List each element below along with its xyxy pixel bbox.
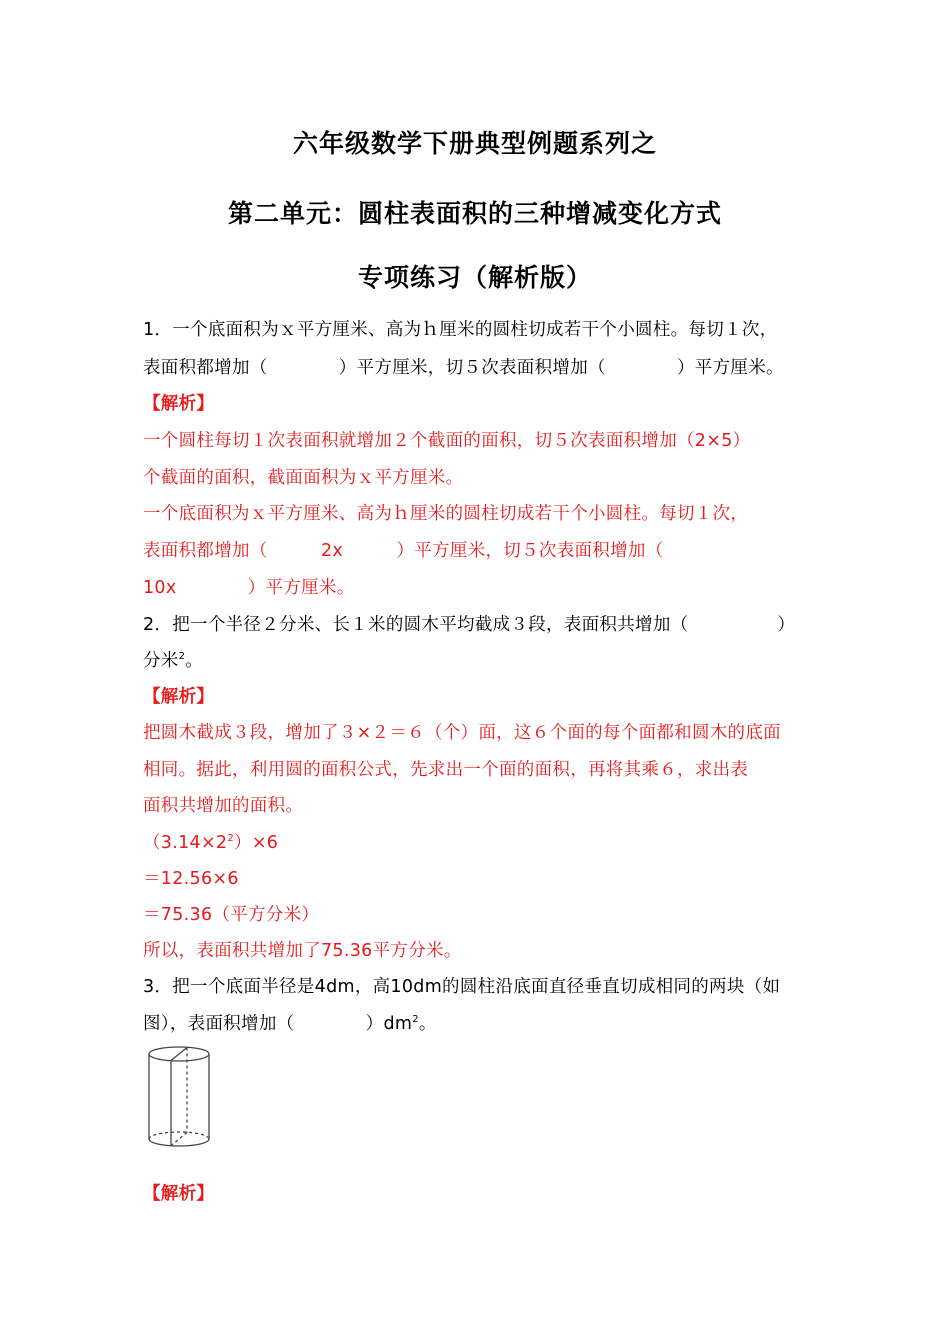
cylinder-cut-diagram [143, 1043, 215, 1151]
q2-explanation-line-3: 面积共增加的面积。 [143, 796, 304, 816]
q2-calc-line-1: $(3.14\times 2^2)\times 6$ [143, 833, 279, 853]
q1-question-line-1: 1．一个底面积为ｘ平方厘米、高为ｈ厘米的圆柱切成若干个小圆柱。每切１次， [143, 320, 778, 340]
q1-answer-line-3: 10x ）平方厘米。 [143, 578, 355, 598]
title-line-1: 六年级数学下册典型例题系列之 [292, 129, 657, 158]
q2-analysis-label: 【解析】 [143, 687, 215, 707]
q2-explanation-line-2: 相同。据此，利用圆的面积公式，先求出一个面的面积，再将其乘６，求出表 [143, 760, 749, 780]
q1-question-line-2: 表面积都增加（ ）平方厘米，切５次表面积增加（ ）平方厘米。 [143, 358, 784, 378]
q1-answer-line-1: 一个底面积为ｘ平方厘米、高为ｈ厘米的圆柱切成若干个小圆柱。每切１次， [143, 504, 749, 524]
q2-explanation-line-1: 把圆木截成３段，增加了３×２＝６（个）面，这６个面的每个面都和圆木的底面 [143, 723, 781, 743]
q2-conclusion: 所以，表面积共增加了75.36平方分米。 [143, 941, 462, 961]
q3-analysis-label: 【解析】 [143, 1184, 215, 1204]
q2-question-line-1: 2．把一个半径２分米、长１米的圆木平均截成３段，表面积共增加（ ） [143, 615, 796, 635]
q2-calc-line-2: ＝12.56×6 [143, 869, 239, 889]
q3-question-line-2: 图），表面积增加（ ）$dm^2$。 [143, 1014, 437, 1034]
title-line-2: 第二单元：圆柱表面积的三种增减变化方式 [227, 199, 722, 228]
q2-calc-line-3: ＝75.36（平方分米） [143, 905, 320, 925]
q1-explanation-line-1: 一个圆柱每切１次表面积就增加２个截面的面积，切５次表面积增加（2×5） [143, 431, 751, 451]
q1-answer-line-2: 表面积都增加（ 2x ）平方厘米，切５次表面积增加（ [143, 541, 664, 561]
q2-question-line-2: 分米$^2$。 [143, 651, 204, 671]
q3-question-line-1: 3．把一个底面半径是4dm，高10dm的圆柱沿底面直径垂直切成相同的两块（如 [143, 977, 781, 997]
q1-analysis-label: 【解析】 [143, 394, 215, 414]
title-line-3: 专项练习（解析版） [357, 263, 592, 292]
q1-explanation-line-2: 个截面的面积，截面面积为ｘ平方厘米。 [143, 468, 464, 488]
